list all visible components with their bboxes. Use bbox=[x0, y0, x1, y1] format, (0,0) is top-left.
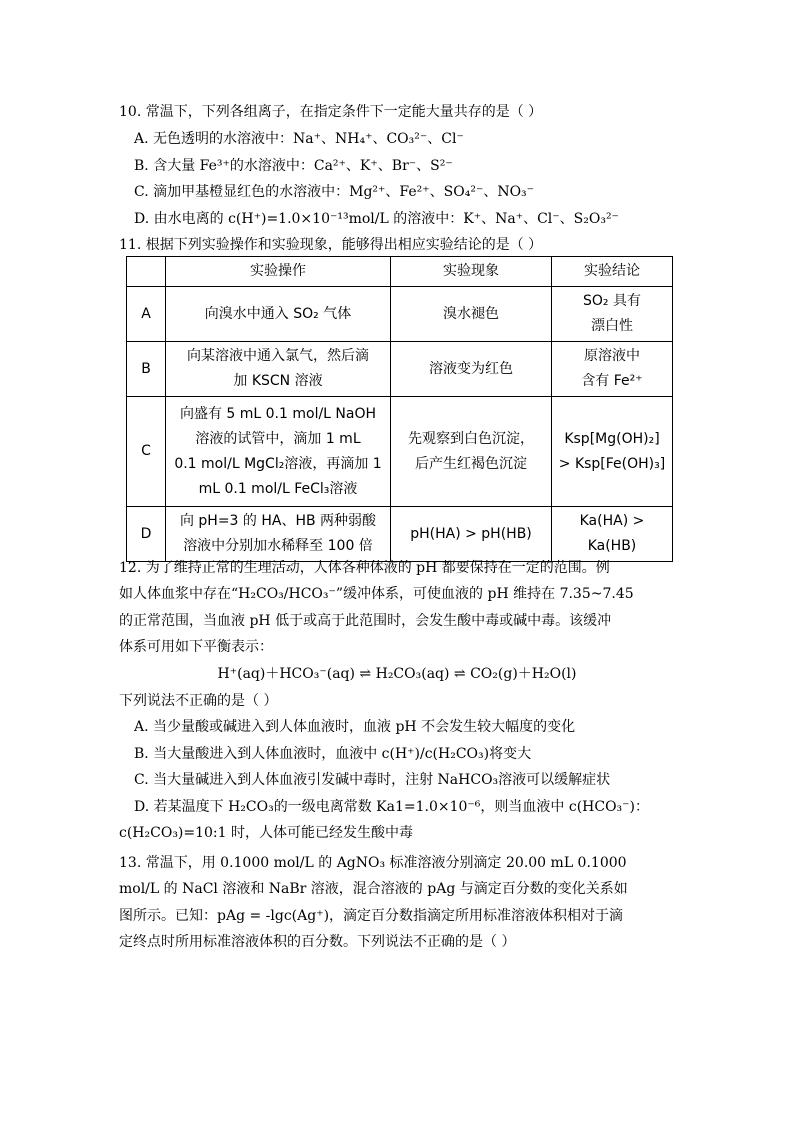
q12-stem-line: 体系可用如下平衡表示： bbox=[119, 639, 273, 655]
q10-option-b: B. 含大量 Fe³⁺的水溶液中：Ca²⁺、K⁺、Br⁻、S²⁻ bbox=[134, 158, 453, 174]
conclusion-cell: SO₂ 具有 漂白性 bbox=[552, 287, 673, 342]
q12-question: 下列说法不正确的是（ ） bbox=[119, 693, 278, 709]
conclusion-cell: Ka(HA) > Ka(HB) bbox=[552, 507, 673, 562]
q10-option-d: D. 由水电离的 c(H⁺)=1.0×10⁻¹³mol/L 的溶液中：K⁺、Na⁺、Cl⁻、S₂O₃²⁻ bbox=[134, 211, 619, 227]
q10-option-a: A. 无色透明的水溶液中：Na⁺、NH₄⁺、CO₃²⁻、Cl⁻ bbox=[134, 131, 464, 147]
row-label: B bbox=[127, 342, 166, 397]
row-label: D bbox=[127, 507, 166, 562]
table-header-cell: 实验操作 bbox=[166, 257, 391, 287]
q12-option-b: B. 当大量酸进入到人体血液时，血液中 c(H⁺)/c(H₂CO₃)将变大 bbox=[134, 746, 532, 762]
q12-equilibrium-equation: H⁺(aq)＋HCO₃⁻(aq) ⇌ H₂CO₃(aq) ⇌ CO₂(g)＋H₂O(l) bbox=[217, 666, 577, 682]
table-row bbox=[127, 397, 673, 507]
operation-cell: 向某溶液中通入氯气，然后滴 加 KSCN 溶液 bbox=[166, 342, 391, 397]
q13-stem-line: 13. 常温下，用 0.1000 mol/L 的 AgNO₃ 标准溶液分别滴定 20.00 mL 0.1000 bbox=[119, 855, 627, 871]
table-header-cell: 实验现象 bbox=[391, 257, 552, 287]
q12-stem-line: 的正常范围，当血液 pH 低于或高于此范围时，会发生酸中毒或碱中毒。该缓冲 bbox=[119, 613, 612, 629]
q12-option-d: D. 若某温度下 H₂CO₃的一级电离常数 Ka1=1.0×10⁻⁶，则当血液中 c(HCO₃⁻)： bbox=[134, 799, 650, 815]
table-header-cell: 实验结论 bbox=[552, 257, 673, 287]
q12-option-d-continued: c(H₂CO₃)=10:1 时，人体可能已经发生酸中毒 bbox=[119, 825, 414, 841]
operation-cell: 向 pH=3 的 HA、HB 两种弱酸 溶液中分别加水稀释至 100 倍 bbox=[166, 507, 391, 562]
q11-experiment-table bbox=[126, 256, 673, 562]
operation-cell: 向溴水中通入 SO₂ 气体 bbox=[166, 287, 391, 342]
q12-stem-line: 如人体血浆中存在“H₂CO₃/HCO₃⁻”缓冲体系，可使血液的 pH 维持在 7.35~7.45 bbox=[119, 586, 634, 602]
table-header-cell bbox=[127, 257, 166, 287]
table-header-row bbox=[127, 257, 673, 287]
phenomenon-cell: 先观察到白色沉淀， 后产生红褐色沉淀 bbox=[391, 397, 552, 507]
phenomenon-cell: pH(HA) > pH(HB) bbox=[391, 507, 552, 562]
q13-stem-line: 图所示。已知：pAg = -lgc(Ag⁺)，滴定百分数指滴定所用标准溶液体积相对于滴 bbox=[119, 908, 624, 924]
q12-option-c: C. 当大量碱进入到人体血液引发碱中毒时，注射 NaHCO₃溶液可以缓解症状 bbox=[134, 772, 611, 788]
q12-option-a: A. 当少量酸或碱进入到人体血液时，血液 pH 不会发生较大幅度的变化 bbox=[134, 719, 576, 735]
table-row bbox=[127, 342, 673, 397]
table-row bbox=[127, 507, 673, 562]
row-label: A bbox=[127, 287, 166, 342]
operation-cell: 向盛有 5 mL 0.1 mol/L NaOH 溶液的试管中，滴加 1 mL 0.1 mol/L MgCl₂溶液，再滴加 1 mL 0.1 mol/L FeCl₃溶液 bbox=[166, 397, 391, 507]
phenomenon-cell: 溶液变为红色 bbox=[391, 342, 552, 397]
q12-stem-line: 12. 为了维持正常的生理活动，人体各种体液的 pH 都要保持在一定的范围。例 bbox=[119, 560, 610, 576]
q10-stem: 10. 常温下，下列各组离子，在指定条件下一定能大量共存的是（ ） bbox=[119, 104, 543, 120]
table-row bbox=[127, 287, 673, 342]
q11-stem: 11. 根据下列实验操作和实验现象，能够得出相应实验结论的是（ ） bbox=[119, 237, 543, 253]
phenomenon-cell: 溴水褪色 bbox=[391, 287, 552, 342]
q13-stem-line: mol/L 的 NaCl 溶液和 NaBr 溶液，混合溶液的 pAg 与滴定百分数的变化关系如 bbox=[119, 881, 628, 897]
row-label: C bbox=[127, 397, 166, 507]
q13-stem-line: 定终点时所用标准溶液体积的百分数。下列说法不正确的是（ ） bbox=[119, 934, 516, 950]
q10-option-c: C. 滴加甲基橙显红色的水溶液中：Mg²⁺、Fe²⁺、SO₄²⁻、NO₃⁻ bbox=[134, 184, 535, 200]
conclusion-cell: 原溶液中 含有 Fe²⁺ bbox=[552, 342, 673, 397]
conclusion-cell: Ksp[Mg(OH)₂] > Ksp[Fe(OH)₃] bbox=[552, 397, 673, 507]
